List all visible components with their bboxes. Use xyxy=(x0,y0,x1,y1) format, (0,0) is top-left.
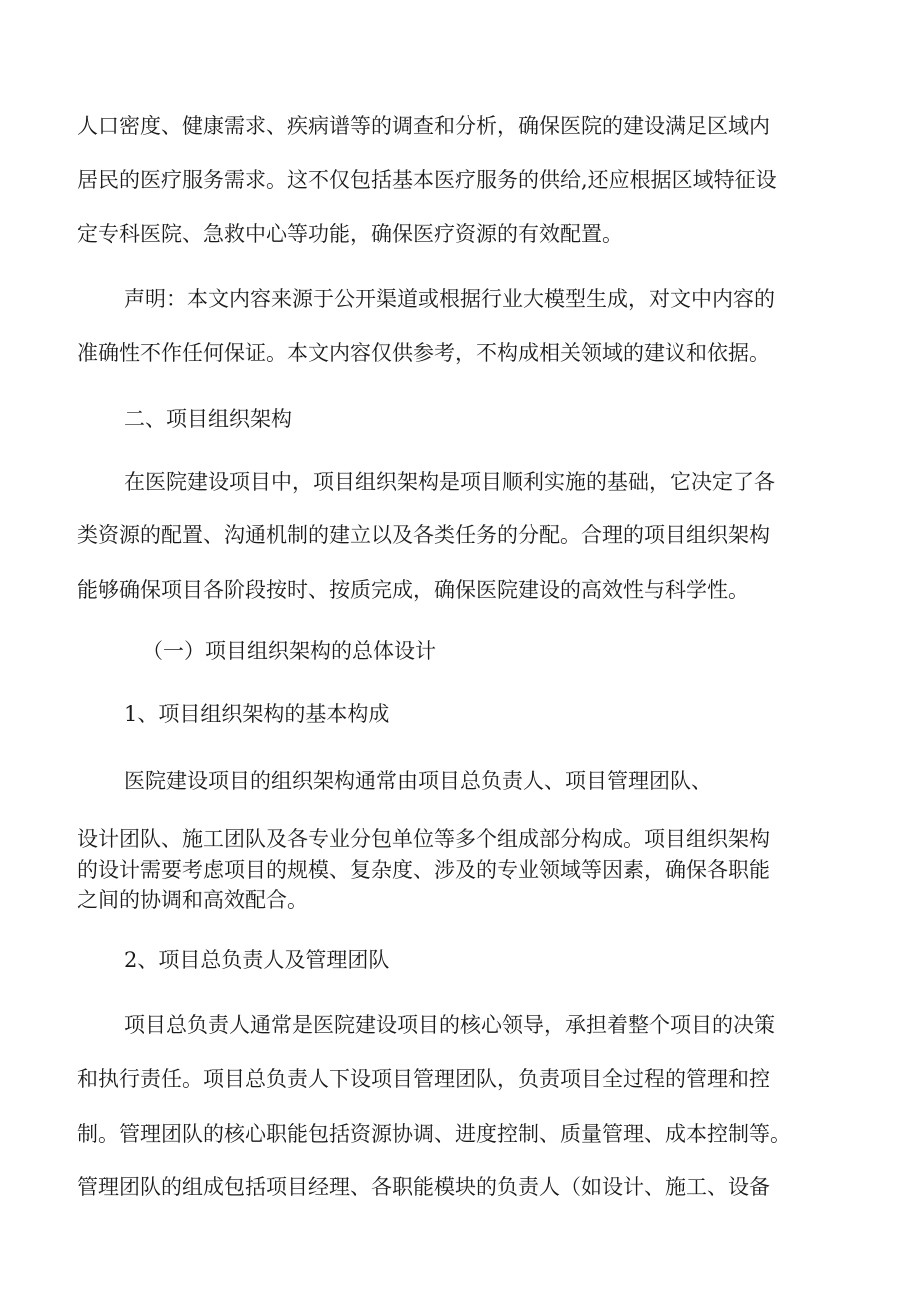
paragraph-line: 声明：本文内容来源于公开渠道或根据行业大模型生成，对文中内容的 xyxy=(124,287,775,311)
paragraph-line: 定专科医院、急救中心等功能，确保医疗资源的有效配置。 xyxy=(77,222,623,246)
item2-heading: 2、项目总负责人及管理团队 xyxy=(124,948,390,972)
paragraph-line: 项目总负责人通常是医院建设项目的核心领导，承担着整个项目的决策 xyxy=(124,1013,775,1037)
paragraph-line: 管理团队的组成包括项目经理、各职能模块的负责人（如设计、施工、设备 xyxy=(77,1175,770,1199)
paragraph-line: 能够确保项目各阶段按时、按质完成，确保医院建设的高效性与科学性。 xyxy=(77,578,749,602)
paragraph-line: 的设计需要考虑项目的规模、复杂度、涉及的专业领域等因素，确保各职能 xyxy=(77,858,770,882)
item1-heading: 1、项目组织架构的基本构成 xyxy=(124,702,390,726)
paragraph-line: 准确性不作任何保证。本文内容仅供参考，不构成相关领域的建议和依据。 xyxy=(77,341,770,365)
paragraph-line: 类资源的配置、沟通机制的建立以及各类任务的分配。合理的项目组织架构 xyxy=(77,523,770,547)
paragraph-line: 制。管理团队的核心职能包括资源协调、进度控制、质量管理、成本控制等。 xyxy=(77,1122,791,1146)
paragraph-line: 和执行责任。项目总负责人下设项目管理团队，负责项目全过程的管理和控 xyxy=(77,1067,770,1091)
paragraph-line: 在医院建设项目中，项目组织架构是项目顺利实施的基础，它决定了各 xyxy=(124,470,775,494)
paragraph-line: 设计团队、施工团队及各专业分包单位等多个组成部分构成。项目组织架构 xyxy=(77,827,770,851)
paragraph-line: 人口密度、健康需求、疾病谱等的调查和分析，确保医院的建设满足区域内 xyxy=(77,114,770,138)
section-heading: 二、项目组织架构 xyxy=(124,407,292,431)
subsection-heading: （一）项目组织架构的总体设计 xyxy=(142,639,436,663)
paragraph-line: 医院建设项目的组织架构通常由项目总负责人、项目管理团队、 xyxy=(124,769,712,793)
paragraph-line: 之间的协调和高效配合。 xyxy=(77,888,308,912)
paragraph-line: 居民的医疗服务需求。这不仅包括基本医疗服务的供给,还应根据区域特征设 xyxy=(77,168,777,192)
